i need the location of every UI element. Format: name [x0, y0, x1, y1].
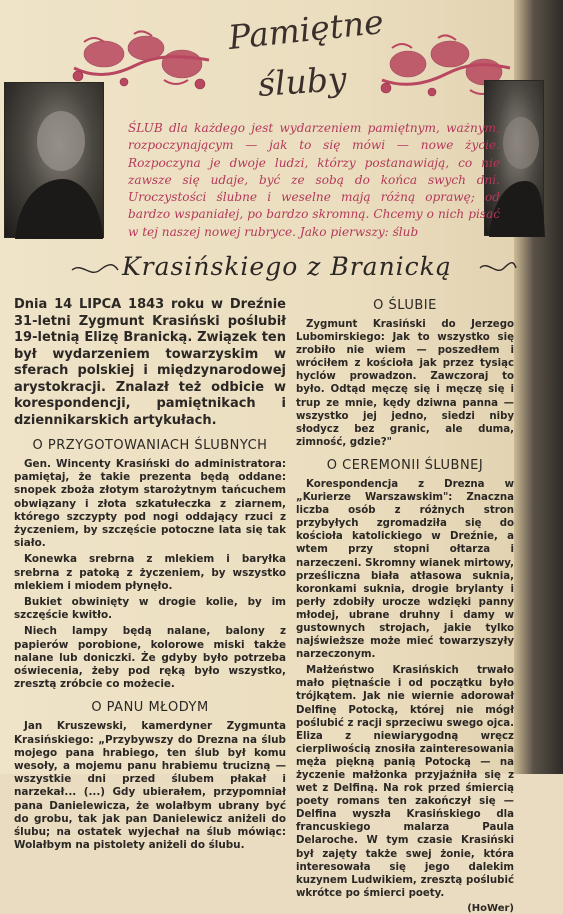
section-heading-wedding: O ŚLUBIE [373, 298, 437, 313]
section-heading-preparations: O PRZYGOTOWANIACH ŚLUBNYCH [32, 438, 268, 453]
paragraph: Zygmunt Krasiński do Jerzego Lubomirskiego: Jak to wszystko się zrobiło nie wiem — poszedłem i wróciłem z kościoła jak przez tysiąc hyclów prowadzon. Zawczoraj to było. Odtąd męczę się i męczę się i trup ze mnie, kędy dziwna panna — wszystko jej jedno, siedzi niby słodycz bez granic, ale duma, zimność, gdzie?" [296, 319, 514, 448]
article-title-row [0, 250, 520, 290]
section-heading-ceremony: O CEREMONII ŚLUBNEJ [326, 457, 484, 473]
article-lead: Dnia 14 LIPCA 1843 roku w Dreźnie 31-letni Zygmunt Krasiński poślubił 19-letnią Elizę Branicką. Związek ten był wydarzeniem towarzyskim w sferach polskiej i międzynarodowej arystokracji. Znalazł też odbicie w korespondencji, pamiętnikach i dziennikarskich artykułach. [14, 297, 286, 428]
flourish-right-icon [478, 260, 518, 276]
header-title [220, 1, 386, 116]
paragraph: Konewka srebrna z mlekiem i baryłka srebrna z patoką z życzeniem, by wszystko mlekiem i miodem płynęło. [14, 553, 286, 592]
intro-text: ŚLUB dla każdego jest wydarzeniem pamiętnym, ważnym, rozpoczynającym — jak to się mówi — nowe życie. Rozpoczyna je dwoje ludzi, którzy postanawiają, co nie zawsze się udaje, być ze sobą do końca swych dni. Uroczystości ślubne i weselne mają różną oprawę; od bardzo wspaniałej, po bardzo skromną. Chcemy o nich pisać w tej naszej nowej rubryce. Jako pierwszy: ślub [128, 121, 500, 239]
left-column [14, 297, 286, 855]
paragraph: Gen. Wincenty Krasiński do administratora: pamiętaj, że takie prezenta będą oddane: snopek zboża złotym starożytnym tańcuchem obwiązany i złota szkatułeczka z ziarnem, którego szczypty pod nogi oddający rzuci z życzeniem, by szczęście potoczne lata się tak siało. [14, 458, 286, 550]
paragraph: Jan Kruszewski, kamerdyner Zygmunta Krasińskiego: „Przybywszy do Drezna na ślub mojego pana hrabiego, ten ślub był komu wesoły, a mojemu panu hrabiemu trucizną — wszystkie dni przed ślubem płakał i narzekał... (...) Gdy ubierałem, przypomniał pana Danielewicza, że wolałbym ubrany być do grobu, tak jak pan Danielewicz aniżeli do ślubu; na ostatek wyjechał na ślub mówiąc: Wolałbym na pistolety aniżeli do ślubu. [14, 720, 286, 852]
portrait-figure-icon [5, 83, 105, 239]
flourish-left-icon [70, 262, 120, 278]
section-heading-groom: O PANU MŁODYM [91, 700, 209, 716]
header-title-line1: Pamiętne [226, 1, 386, 58]
article-title: Krasińskiego z Branicką [122, 252, 452, 281]
paragraph: Małżeństwo Krasińskich trwało mało piętnaście i od początku było trójkątem. Jak nie wiernie adorował Delfinę Potocką, której nie mógł poślubić z racji sprzeciwu swego ojca. Eliza z niewiarygodną wręcz cierpliwością znosiła zainteresowania męża piękną panią Potocką — na życzenie małżonka przyjaźniła się z wet z Delfiną. Na rok przed śmiercią poety romans ten zakończył się — Delfina wyszła Krasińskiego dla francuskiego malarza Paula Delaroche. W tym czasie Krasiński był zajęty także swej żonie, która interesowała się jego dalekim kuzynem Ludwikiem, zresztą poślubić wkrótce po śmierci poety. [296, 665, 514, 899]
header-title-line2: śluby [256, 58, 348, 105]
portrait-krasinski [4, 82, 104, 238]
author-signature: (HoWer) [467, 902, 514, 914]
paragraph: Niech lampy będą nalane, balony z papierów porobione, kolorowe miski także nalane lub doniczki. Że gdyby było potrzeba oświecenia, żeby pod ręką było wszystko, zresztą zróbcie co możecie. [14, 625, 286, 691]
right-column [296, 298, 514, 914]
paragraph: Bukiet obwinięty w drogie kolie, by im szczęście kwitło. [14, 596, 286, 622]
paragraph: Korespondencja z Drezna w „Kurierze Warszawskim": Znaczna liczba osób z różnych stron przybyłych zgromadziła się do kościoła katolickiego w Dreźnie, a wtem przy stopni ołtarza i narzeczeni. Skromny wianek mirtowy, prześliczna biała atłasowa suknia, koronkami suknia, drogie brylanty i perły zdobiły urocze wdzięki panny młodej, ubrane druhny i damy w gustownych strojach, jakie tylko najświeższe może mieć towarzyszyły narzeczonym. [296, 478, 514, 661]
